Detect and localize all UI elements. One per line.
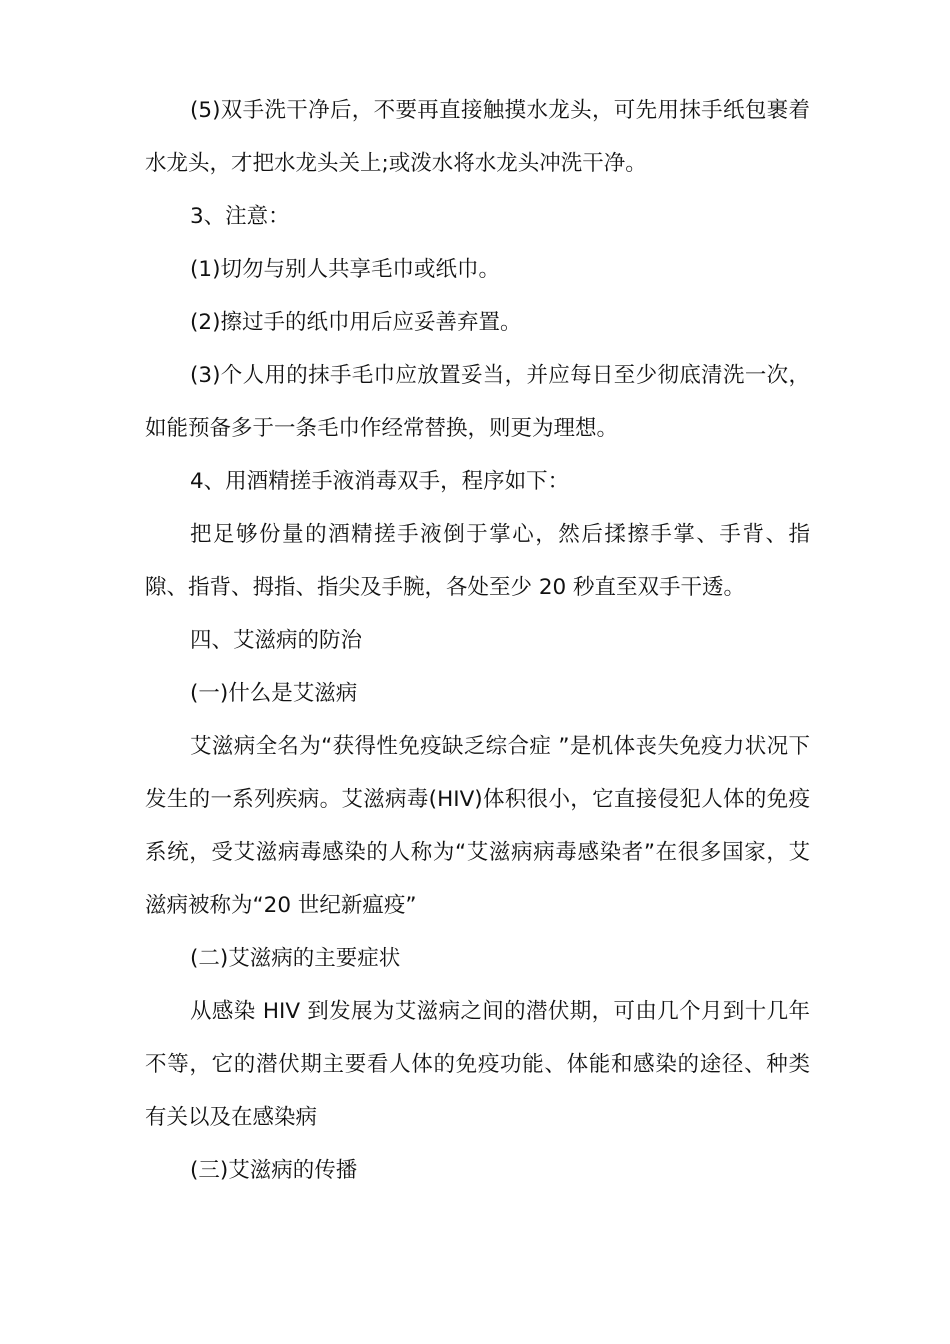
section-heading-aids-prevention: 四、艾滋病的防治: [190, 628, 363, 653]
paragraph-note-1: (1)切勿与别人共享毛巾或纸巾。: [190, 257, 500, 282]
paragraph-note-2: (2)擦过手的纸巾用后应妥善弃置。: [190, 310, 522, 335]
paragraph-handwash-step5: (5)双手洗干净后，不要再直接触摸水龙头，可先用抹手纸包裹着水龙头，才把水龙头关上;或泼水将水龙头冲洗干净。: [145, 98, 810, 176]
paragraph-aids-incubation: 从感染 HIV 到发展为艾滋病之间的潜伏期，可由几个月到十几年不等，它的潜伏期主要看人体的免疫功能、体能和感染的途径、种类有关以及在感染病: [145, 999, 810, 1130]
document-body: [145, 84, 810, 1197]
paragraph-note-3: (3)个人用的抹手毛巾应放置妥当，并应每日至少彻底清洗一次，如能预备多于一条毛巾作经常替换，则更为理想。: [145, 363, 810, 441]
paragraph-alcohol-rub-procedure: 把足够份量的酒精搓手液倒于掌心，然后揉擦手掌、手背、指隙、指背、拇指、指尖及手腕，各处至少 20 秒直至双手干透。: [145, 522, 810, 600]
section-heading-notes: 3、注意：: [190, 204, 290, 229]
paragraph-aids-definition: 艾滋病全名为“获得性免疫缺乏综合症 ”是机体丧失免疫力状况下发生的一系列疾病。艾滋病毒(HIV)体积很小，它直接侵犯人体的免疫系统，受艾滋病毒感染的人称为“艾滋病病毒感染者”在很多国家，艾滋病被称为“20 世纪新瘟疫”: [145, 734, 810, 918]
subheading-aids-transmission: (三)艾滋病的传播: [190, 1158, 358, 1183]
subheading-aids-symptoms: (二)艾滋病的主要症状: [190, 946, 401, 971]
subheading-what-is-aids: (一)什么是艾滋病: [190, 681, 358, 706]
section-heading-alcohol-rub: 4、用酒精搓手液消毒双手，程序如下：: [190, 469, 570, 494]
